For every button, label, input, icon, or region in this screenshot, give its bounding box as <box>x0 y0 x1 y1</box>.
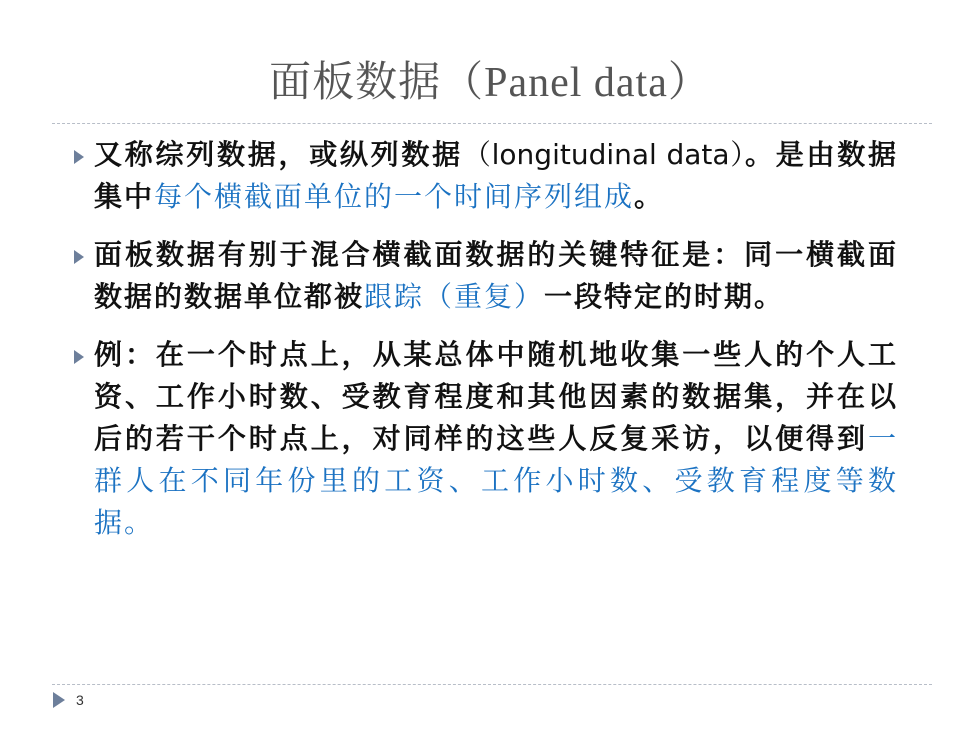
slide-title: 面板数据（Panel data） <box>269 60 711 106</box>
highlight-text: 跟踪（重复） <box>364 280 545 313</box>
bullet-text: 面板数据有别于混合横截面数据的关键特征是：同一横截面数据的数据单位都被 <box>94 238 898 313</box>
bullet-text: 一段特定的时期。 <box>544 280 785 313</box>
triangle-bullet-icon <box>74 150 84 164</box>
page-number: 3 <box>76 692 84 708</box>
footer-divider <box>52 684 932 685</box>
bullet-item <box>78 334 898 544</box>
triangle-bullet-icon <box>74 250 84 264</box>
highlight-text: 一群人在不同年份里的工资、工作小时数、受教育程度等数据。 <box>94 422 898 539</box>
bullet-text: 。 <box>634 180 665 213</box>
highlight-text: 每个横截面单位的一个时间序列组成 <box>154 180 635 213</box>
bullet-item <box>78 234 898 318</box>
bullet-text-latin: （longitudinal data） <box>462 138 746 171</box>
triangle-bullet-icon <box>74 350 84 364</box>
bullet-text: 又称综列数据，或纵列数据 <box>94 138 463 171</box>
bullet-text: 例：在一个时点上，从某总体中随机地收集一些人的个人工资、工作小时数、受教育程度和其他因素的数据集，并在以后的若干个时点上，对同样的这些人反复采访，以便得到 <box>94 338 898 455</box>
bullet-item <box>78 134 898 218</box>
title-divider <box>52 123 932 124</box>
bullet-text: 。是由数据集中 <box>94 138 898 213</box>
bullet-list <box>78 134 898 560</box>
footer-triangle-icon <box>53 692 65 708</box>
